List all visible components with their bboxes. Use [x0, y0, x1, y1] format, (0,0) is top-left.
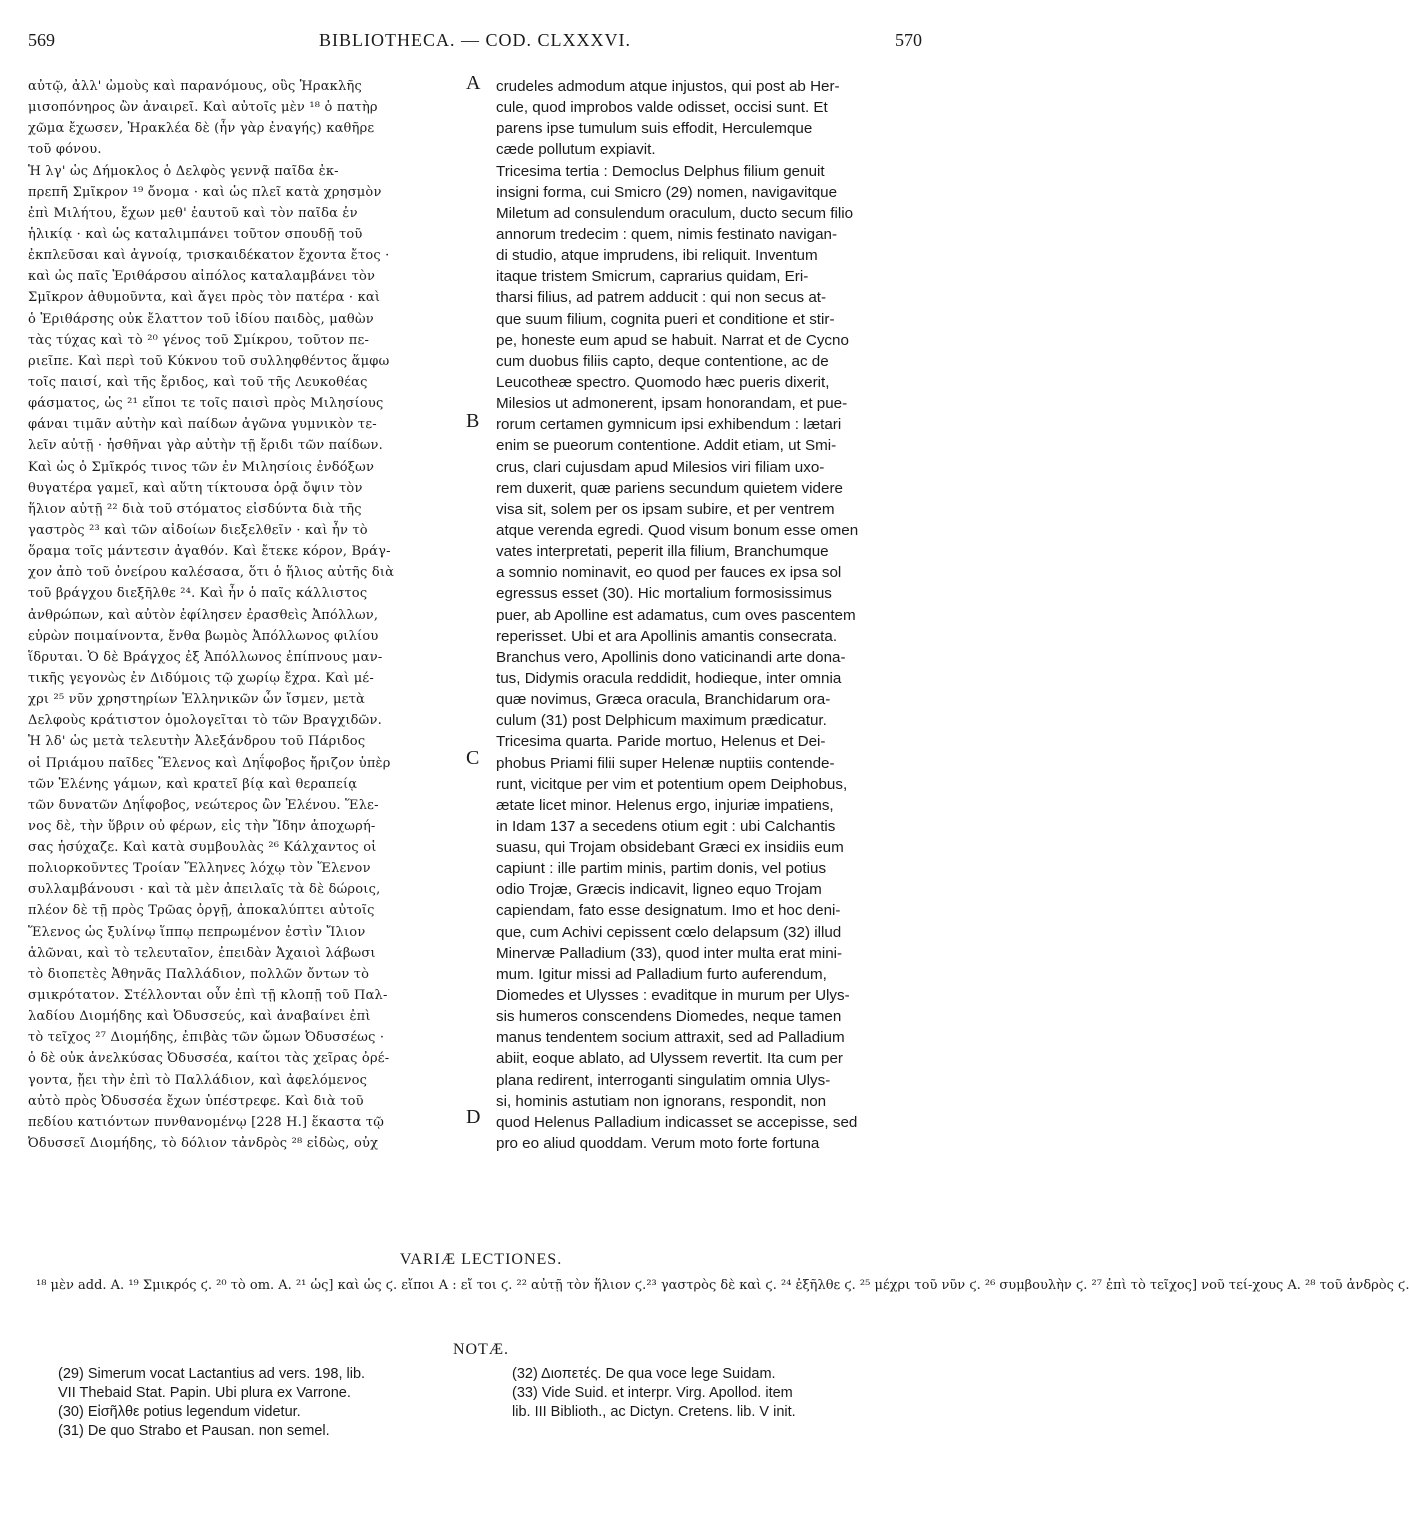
latin-text-line: tharsi filius, ad patrem adducit : qui non secus at- — [496, 289, 827, 307]
variant-reading-line: ¹⁸ μὲν add. A. ¹⁹ Σμικρός ϛ. ²⁰ τὸ om. A. ²¹ ὡς] καὶ ὡς ϛ. εἴποι A : εἴ τοι ϛ. ²² αὐτῇ τὸν ἥλιον ϛ. — [36, 1278, 647, 1293]
greek-text-line: πλέον δὲ τῇ πρὸς Τρῶας ὀργῇ, ἀποκαλύπτει αὐτοῖς — [28, 903, 375, 919]
greek-text-line: τὸ διοπετὲς Ἀθηνᾶς Παλλάδιον, πολλῶν ὄντων τὸ — [28, 966, 370, 982]
greek-text-line: ἵδρυται. Ὁ δὲ Βράγχος ἐξ Ἀπόλλωνος ἐπίπνους μαν- — [28, 649, 383, 665]
latin-text-line: pro eo aliud quoddam. Verum moto forte fortuna — [496, 1135, 820, 1153]
notes-left-column — [58, 1365, 365, 1441]
greek-text-line: νος δὲ, τὴν ὕβριν οὐ φέρων, εἰς τὴν Ἴδην ἀποχωρή- — [28, 818, 376, 834]
latin-text-line: quod Helenus Palladium indicasset se accepisse, sed — [496, 1113, 858, 1131]
greek-text-line: ὁ Ἐριθάρσης οὐκ ἔλαττον τοῦ ἰδίου παιδὸς, μαθὼν — [28, 311, 374, 327]
latin-text-line: Branchus vero, Apollinis dono vaticinandi arte dona- — [496, 648, 846, 666]
margin-marker-c: C — [466, 747, 480, 769]
latin-text-line: insigni forma, cui Smicro (29) nomen, navigavitque — [496, 183, 838, 201]
note-line: (29) Simerum vocat Lactantius ad vers. 198, lib. — [58, 1366, 366, 1382]
greek-text-line: ὅραμα τοῖς μάντεσιν ἀγαθόν. Καὶ ἔτεκε κόρον, Βράγ- — [28, 544, 391, 560]
latin-text-line: suasu, qui Trojam obsidebant Græci ex insidiis eum — [496, 839, 844, 857]
latin-text-line: Minervæ Palladium (33), quod inter multa erat mini- — [496, 944, 843, 962]
latin-text-line: annorum tredecim : quem, nimis festinato navigan- — [496, 225, 838, 243]
greek-text-line: τοῦ φόνου. — [28, 142, 102, 158]
latin-text-line: cule, quod improbos valde odisset, occisi sunt. Et — [496, 99, 828, 117]
greek-text-line: αὐτὸ πρὸς Ὀδυσσέα ἔχων ὑπέστρεφε. Καὶ διὰ τοῦ — [28, 1093, 364, 1109]
latin-column — [496, 76, 924, 1154]
greek-text-line: πολιορκοῦντες Τροίαν Ἕλληνες λόχῳ τὸν Ἕλενον — [28, 861, 371, 877]
variant-reading-line: χους A. ²⁸ τοῦ ἀνδρὸς ϛ. — [1252, 1278, 1409, 1293]
greek-text-line: τὰς τύχας καὶ τὸ ²⁰ γένος τοῦ Σμίκρου, τοῦτον πε- — [28, 332, 370, 348]
greek-text-line: λεῖν αὐτῇ · ἡσθῆναι γὰρ αὐτὴν τῇ ἔριδι τῶν παίδων. — [28, 438, 383, 454]
latin-text-line: a somnio nominavit, eo quod per fauces ex ipsa sol — [496, 564, 842, 582]
greek-text-line: συλλαμβάνουσι · καὶ τὰ μὲν ἀπειλαῖς τὰ δὲ δώροις, — [28, 882, 381, 898]
greek-text-line: πρεπῆ Σμῖκρον ¹⁹ ὄνομα · καὶ ὡς πλεῖ κατὰ χρησμὸν — [28, 184, 382, 200]
greek-text-line: πεδίου κατιόντων πυνθανομένῳ [228 H.] ἕκαστα τῷ — [28, 1114, 385, 1130]
greek-text-line: τοῦ βράγχου διεξῆλθε ²⁴. Καὶ ἦν ὁ παῖς κάλλιστος — [28, 586, 368, 602]
greek-text-line: οἱ Πριάμου παῖδες Ἕλενος καὶ Δηΐφοβος ἤριζον ὑπὲρ — [28, 755, 391, 771]
greek-text-line: τῶν δυνατῶν Δηΐφοβος, νεώτερος ὢν Ἑλένου. Ἕλε- — [28, 797, 379, 813]
greek-text-line: σας ἡσύχαζε. Καὶ κατὰ συμβουλὰς ²⁶ Κάλχαντος οἱ — [28, 840, 377, 856]
greek-text-line: χῶμα ἔχωσεν, Ἡρακλέα δὲ (ἦν γὰρ ἐναγής) καθῆρε — [28, 121, 375, 137]
latin-text-line: atque verenda egredi. Quod visum bonum esse omen — [496, 521, 859, 539]
latin-text-line: tus, Didymis oracula reddidit, hodieque, inter omnia — [496, 669, 842, 687]
latin-text-line: egressus esset (30). Hic mortalium formosissimus — [496, 585, 832, 603]
latin-text-line: reperisset. Ubi et ara Apollinis amantis consecrata. — [496, 627, 838, 645]
note-line: (31) De quo Strabo et Pausan. non semel. — [58, 1423, 330, 1439]
variant-reading-line: ²³ γαστρὸς δὲ καὶ ϛ. ²⁴ ἐξῆλθε ϛ. ²⁵ μέχρι τοῦ νῦν ϛ. ²⁶ συμβουλὴν ϛ. ²⁷ ἐπὶ τὸ τεῖχος] νοῦ τεί- — [646, 1278, 1253, 1293]
greek-text-line: φάσματος, ὡς ²¹ εἴποι τε τοῖς παισὶ πρὸς Μιλησίους — [28, 396, 384, 412]
note-line: lib. III Biblioth., ac Dictyn. Cretens. lib. V init. — [512, 1404, 796, 1420]
greek-text-line: Καὶ ὡς ὁ Σμῖκρός τινος τῶν ἐν Μιλησίοις ἐνδόξων — [28, 459, 375, 475]
greek-text-line: γοντα, ᾔει τὴν ἐπὶ τὸ Παλλάδιον, καὶ ἀφελόμενος — [28, 1072, 368, 1088]
margin-marker-a: A — [466, 72, 481, 94]
latin-text-line: manus tendentem socium attraxit, sed ad Palladium — [496, 1029, 845, 1047]
greek-text-line: Ἕλενος ὡς ξυλίνῳ ἵππῳ πεπρωμένον ἐστὶν Ἴλιον — [28, 924, 366, 940]
latin-text-line: cæde pollutum expiavit. — [496, 141, 656, 159]
notes-right-column — [512, 1365, 796, 1422]
latin-text-line: runt, vicitque per vim et potentium opem Deiphobus, — [496, 775, 848, 793]
greek-text-line: μισοπόνηρος ὢν ἀναιρεῖ. Καὶ αὐτοῖς μὲν ¹⁸ ὁ πατὴρ — [28, 100, 378, 116]
latin-text-line: visa sit, solem per os ipsam subire, et per ventrem — [496, 500, 835, 518]
greek-text-line: εὑρὼν ποιμαίνοντα, ἔνθα βωμὸς Ἀπόλλωνος φιλίου — [28, 628, 379, 644]
greek-text-line: ριεῖπε. Καὶ περὶ τοῦ Κύκνου τοῦ συλληφθέντος ἅμφω — [28, 353, 390, 369]
latin-text-line: Tricesima quarta. Paride mortuo, Helenus et Dei- — [496, 733, 826, 751]
greek-text-line: Δελφοὺς κράτιστον ὁμολογεῖται τὸ τῶν Βραγχιδῶν. — [28, 713, 382, 729]
latin-text-line: cum duobus filiis capto, deque contentione, ac de — [496, 352, 829, 370]
greek-text-line: χρι ²⁵ νῦν χρηστηρίων Ἑλληνικῶν ὧν ἴσμεν, μετὰ — [28, 692, 365, 708]
greek-text-line: χον ἀπὸ τοῦ ὀνείρου καλέσασα, ὅτι ὁ ἥλιος αὐτῆς διὰ — [28, 565, 395, 581]
latin-text-line: parens ipse tumulum suis effodit, Herculemque — [496, 120, 813, 138]
latin-text-line: pe, honeste eum apud se habuit. Narrat et de Cycno — [496, 331, 849, 349]
greek-text-line: Ἡ λγ' ὡς Δήμοκλος ὁ Δελφὸς γεννᾷ παῖδα ἐκ- — [28, 163, 339, 179]
greek-text-line: φάναι τιμᾶν αὐτὴν καὶ παίδων ἀγῶνα γυμνικὸν τε- — [28, 417, 377, 433]
latin-text-line: sis humeros conscendens Diomedes, neque tamen — [496, 1008, 842, 1026]
greek-text-line: καὶ ὡς παῖς Ἐριθάρσου αἰπόλος καταλαμβάνει τὸν — [28, 269, 376, 285]
latin-text-line: Leucotheæ spectro. Quomodo hæc pueris dixerit, — [496, 373, 830, 391]
latin-text-line: culum (31) post Delphicum maximum prædicatur. — [496, 712, 827, 730]
greek-text-line: λαδίου Διομήδης καὶ Ὀδυσσεύς, καὶ ἀναβαίνει ἐπὶ — [28, 1009, 371, 1025]
latin-text-line: mum. Igitur missi ad Palladium furto auferendum, — [496, 965, 827, 983]
latin-text-line: phobus Priami filii super Helenæ nuptiis contende- — [496, 754, 835, 772]
greek-text-line: σμικρότατον. Στέλλονται οὖν ἐπὶ τῇ κλοπῇ τοῦ Παλ- — [28, 988, 388, 1004]
latin-text-line: plana redirent, interroganti singulatim omnia Ulys- — [496, 1071, 831, 1089]
greek-text-line: ἡλικίᾳ · καὶ ὡς καταλιμπάνει τοῦτον σπουδῇ τοῦ — [28, 226, 363, 242]
latin-text-line: in Idam 137 a secedens otium egit : ubi Calchantis — [496, 817, 836, 835]
latin-text-line: Miletum ad consulendum oraculum, ducto secum filio — [496, 204, 854, 222]
margin-marker-d: D — [466, 1106, 481, 1128]
latin-text-line: vates interpretati, peperit illa filium, Branchumque — [496, 543, 829, 561]
greek-text-line: αὐτῷ, ἀλλ' ὠμοὺς καὶ παρανόμους, οὓς Ἡρακλῆς — [28, 79, 362, 94]
latin-text-line: Milesios ut admonerent, ipsam honorandam, et pue- — [496, 395, 848, 413]
note-line: (30) Εἰσῆλθε potius legendum videtur. — [58, 1404, 301, 1420]
greek-text-line: Σμῖκρον ἀθυμοῦντα, καὶ ἄγει πρὸς τὸν πατέρα · καὶ — [28, 290, 381, 306]
greek-text-line: τὸ τεῖχος ²⁷ Διομήδης, ἐπιβὰς τῶν ὤμων Ὀδυσσέως · — [28, 1030, 385, 1046]
latin-text-line: Tricesima tertia : Democlus Delphus filium genuit — [496, 162, 825, 180]
running-title: BIBLIOTHECA. — COD. CLXXXVI. — [319, 30, 631, 50]
latin-text-line: capiunt : ille partim minis, partim donis, vel potius — [496, 860, 827, 878]
greek-text-line: ὁ δὲ οὐκ ἀνελκύσας Ὀδυσσέα, καίτοι τὰς χεῖρας ὀρέ- — [28, 1051, 390, 1067]
latin-text-line: ætate licet minor. Helenus ergo, injuriæ impatiens, — [496, 796, 834, 814]
greek-text-line: ἐπὶ Μιλήτου, ἔχων μεθ' ἑαυτοῦ καὶ τὸν παῖδα ἐν — [28, 205, 358, 221]
greek-column — [28, 76, 490, 1154]
variae-lectiones — [36, 1275, 1409, 1297]
latin-text-line: abiit, eoque ablato, ad Ulyssem revertit. Ita cum per — [496, 1050, 843, 1068]
latin-text-line: odio Trojæ, Græcis indicavit, ligneo equo Trojam — [496, 881, 822, 899]
latin-text-line: crus, clari cujusdam apud Milesios viri filiam uxo- — [496, 458, 825, 476]
greek-text-line: τῶν Ἑλένης γάμων, καὶ κρατεῖ βίᾳ καὶ θεραπείᾳ — [28, 776, 358, 792]
greek-text-line: τικῆς γεγονὼς ἐν Διδύμοις τῷ χωρίῳ ἔχρα. Καὶ μέ- — [28, 670, 374, 686]
latin-text-line: di studio, atque imprudens, ibi reliquit. Inventum — [496, 247, 818, 265]
latin-text-line: rem duxerit, quæ pariens secundum quietem videre — [496, 479, 843, 497]
note-line: VII Thebaid Stat. Papin. Ubi plura ex Varrone. — [58, 1385, 351, 1401]
note-line: (33) Vide Suid. et interpr. Virg. Apollod. item — [512, 1385, 793, 1401]
latin-text-line: capiendam, fato esse designatum. Imo et hoc deni- — [496, 902, 841, 920]
latin-text-line: que, cum Achivi cepissent cœlo delapsum (32) illud — [496, 923, 842, 941]
greek-text-line: τοῖς παισί, καὶ τῆς ἔριδος, καὶ τοῦ τῆς Λευκοθέας — [28, 374, 368, 390]
latin-text-line: que suum filium, cognita pueri et conditione et stir- — [496, 310, 835, 328]
latin-text-line: quæ novimus, Græca oracula, Branchidarum ora- — [496, 691, 831, 709]
latin-text-line: puer, ab Apolline est adamatus, cum oves pascentem — [496, 606, 856, 624]
latin-text-line: itaque tristem Smicrum, caprarius quidam, Eri- — [496, 268, 809, 286]
latin-text-line: crudeles admodum atque injustos, qui post ab Her- — [496, 78, 840, 95]
page-number-left: 569 — [28, 30, 55, 50]
notae-heading: NOTÆ. — [452, 1341, 510, 1358]
greek-text-line: ἥλιον αὐτῇ ²² διὰ τοῦ στόματος εἰσδύντα διὰ τῆς — [28, 501, 362, 517]
greek-text-line: θυγατέρα γαμεῖ, καὶ αὕτη τίκτουσα ὁρᾷ ὄψιν τὸν — [28, 480, 363, 496]
greek-text-line: ἀνθρώπων, καὶ αὐτὸν ἐφίλησεν ἐρασθεὶς Ἀπόλλων, — [28, 607, 379, 623]
greek-text-line: γαστρὸς ²³ καὶ τῶν αἰδοίων διεξελθεῖν · καὶ ἦν τὸ — [28, 522, 368, 538]
page-header — [28, 30, 922, 56]
page-number-right: 570 — [895, 30, 922, 50]
latin-text-line: enim se pueorum contentione. Addit etiam, ut Smi- — [496, 437, 837, 455]
greek-text-line: Ὀδυσσεῖ Διομήδης, τὸ δόλιον τἀνδρὸς ²⁸ εἰδὼς, οὐχ — [28, 1136, 379, 1152]
latin-text-line: rorum certamen gymnicum ipsi exhibendum : lætari — [496, 416, 842, 434]
greek-text-line: Ἡ λδ' ὡς μετὰ τελευτὴν Ἀλεξάνδρου τοῦ Πάριδος — [28, 734, 366, 750]
latin-text-line: si, hominis astutiam non ignorans, respondit, non — [496, 1092, 827, 1110]
note-line: (32) Διοπετές. De qua voce lege Suidam. — [512, 1366, 776, 1382]
latin-text-line: Diomedes et Ulysses : evaditque in murum per Ulys- — [496, 987, 850, 1005]
greek-text-line: ἁλῶναι, καὶ τὸ τελευταῖον, ἐπειδὰν Ἀχαιοὶ λάβωσι — [28, 945, 376, 961]
variae-lectiones-heading: VARIÆ LECTIONES. — [399, 1251, 563, 1268]
greek-text-line: ἐκπλεῦσαι καὶ ἀγνοίᾳ, τρισκαιδέκατον ἔχοντα ἔτος · — [28, 248, 390, 264]
margin-marker-b: B — [466, 410, 480, 432]
